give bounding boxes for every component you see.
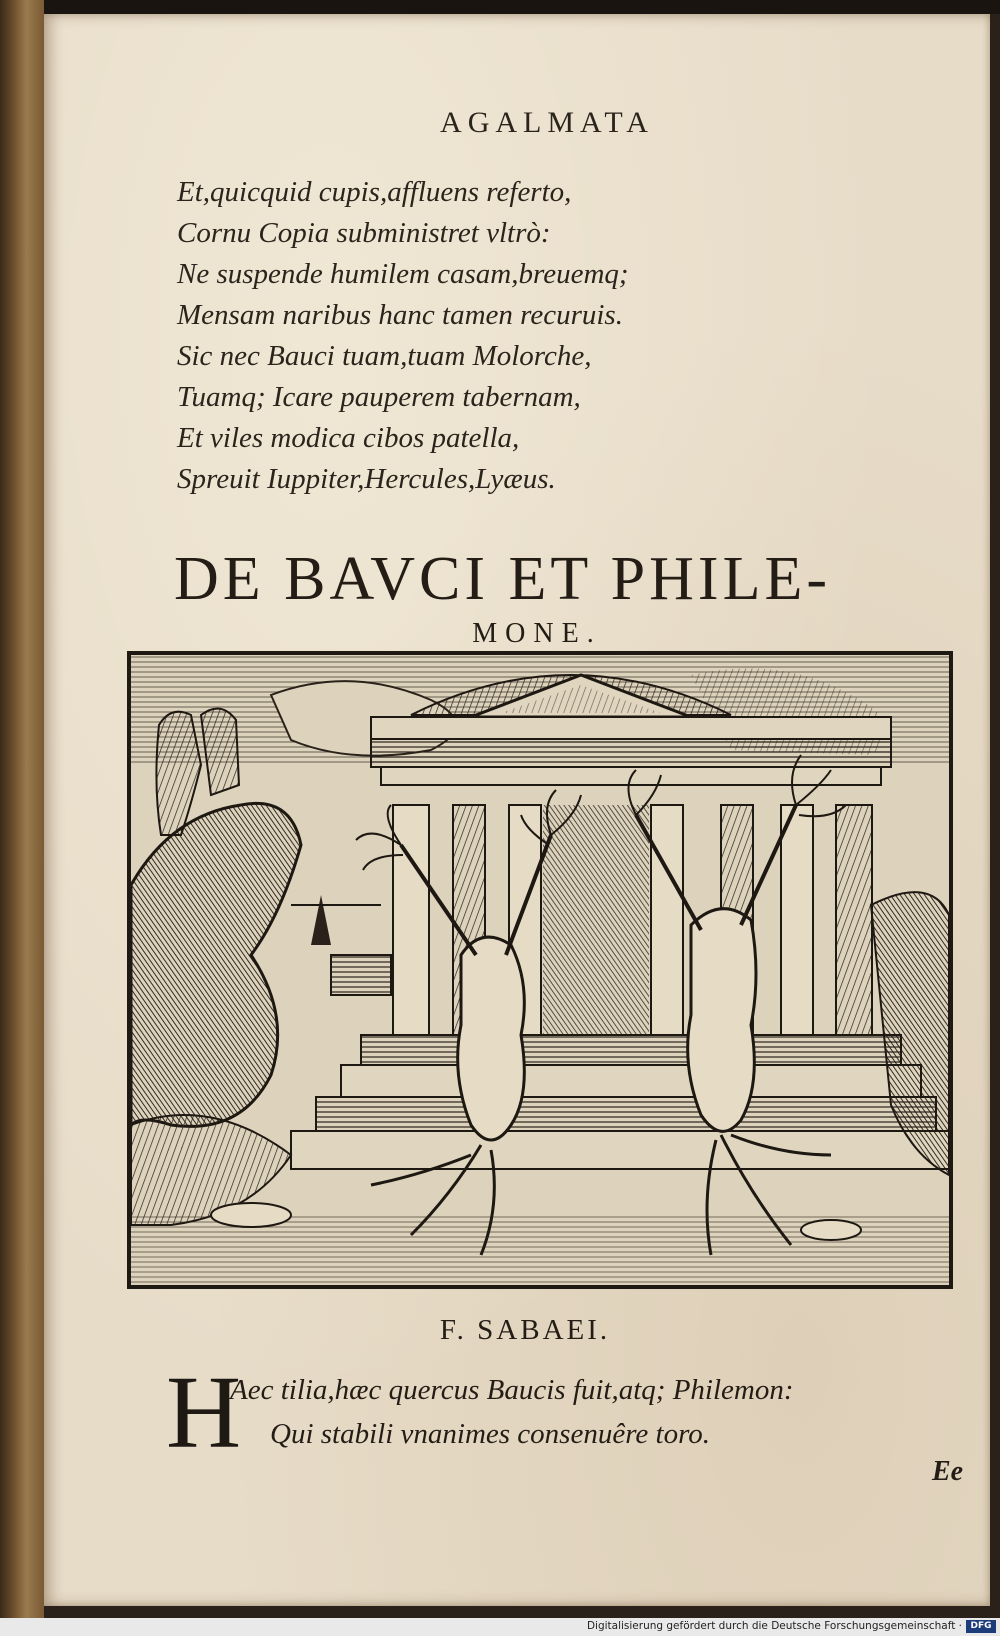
verse-line: Et,quicquid cupis,affluens referto, — [177, 176, 572, 208]
epigram — [230, 1368, 930, 1456]
verse-line: Tuamq; Icare pauperem tabernam, — [177, 381, 581, 413]
epigram-line: Aec tilia,hæc quercus Baucis fuit,atq; Philemon: — [230, 1374, 794, 1406]
verse-line: Et viles modica cibos patella, — [177, 422, 520, 454]
woodcut-engraving — [131, 655, 949, 1285]
section-title-continuation: MONE. — [472, 618, 602, 649]
book-spine-edge — [0, 0, 44, 1618]
verse-line: Sic nec Bauci tuam,tuam Molorche, — [177, 340, 592, 372]
book-page — [44, 14, 990, 1606]
author-heading: F. SABAEI. — [439, 1314, 611, 1346]
verse-line: Cornu Copia subministret vltrò: — [177, 217, 551, 249]
verse-line: Mensam naribus hanc tamen recuruis. — [177, 299, 623, 331]
woodcut-illustration — [127, 651, 953, 1289]
drop-cap: H — [166, 1355, 242, 1470]
verse-line: Ne suspende humilem casam,breuemq; — [177, 258, 629, 290]
verse-block — [177, 172, 817, 500]
signature-mark: Ee — [932, 1456, 964, 1487]
running-head: AGALMATA — [440, 106, 654, 139]
footer-credit: Digitalisierung gefördert durch die Deutsche Forschungsgemeinschaft · — [586, 1620, 962, 1632]
verse-line: Spreuit Iuppiter,Hercules,Lyæus. — [177, 463, 556, 495]
epigram-line: Qui stabili vnanimes consenuêre toro. — [270, 1418, 711, 1450]
section-title: DE BAVCI ET PHILE- — [174, 545, 831, 613]
dfg-logo: DFG — [966, 1620, 996, 1633]
top-edge — [0, 0, 1000, 14]
